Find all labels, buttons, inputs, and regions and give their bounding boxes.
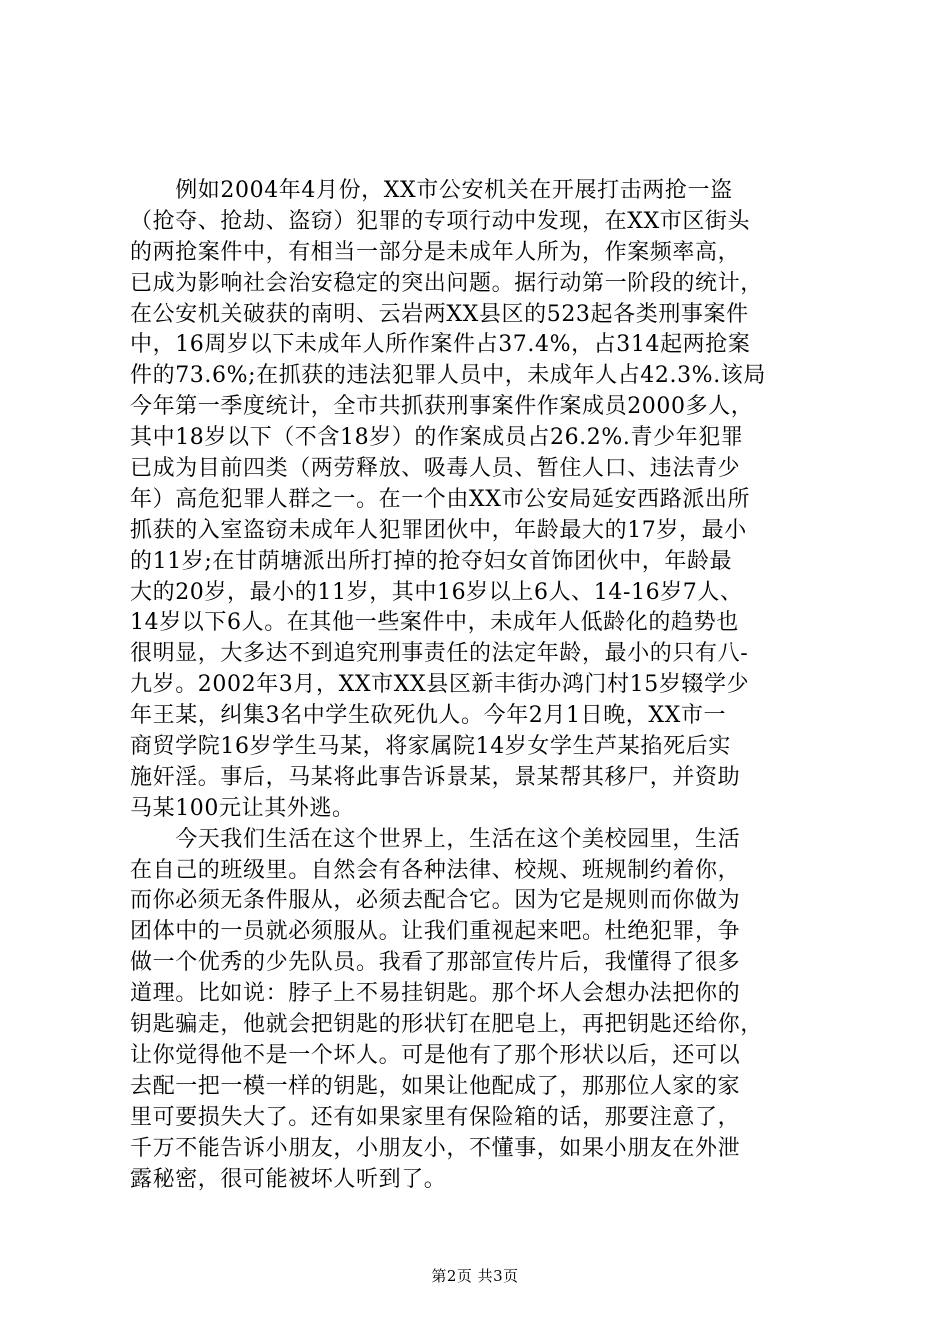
- text-line: 的11岁;在甘荫塘派出所打掉的抢夺妇女首饰团伙中，年龄最: [130, 548, 733, 574]
- text-line: 在公安机关破获的南明、云岩两XX县区的523起各类刑事案件: [130, 301, 749, 327]
- text-line: 在自己的班级里。自然会有各种法律、校规、班规制约着你，: [130, 857, 741, 883]
- text-line: 例如2004年4月份，XX市公安机关在开展打击两抢一盗: [130, 178, 733, 203]
- text-line: 去配一把一模一样的钥匙，如果让他配成了，那那位人家的家: [130, 1073, 741, 1099]
- text-line: 14岁以下6人。在其他一些案件中，未成年人低龄化的趋势也: [130, 610, 739, 636]
- text-line: 里可要损失大了。还有如果家里有保险箱的话，那要注意了，: [130, 1104, 741, 1130]
- text-line: （抢夺、抢劫、盗窃）犯罪的专项行动中发现，在XX市区街头: [130, 208, 751, 234]
- text-line: 千万不能告诉小朋友，小朋友小，不懂事，如果小朋友在外泄: [130, 1135, 741, 1161]
- text-line: 马某100元让其外逃。: [130, 795, 355, 821]
- text-line: 施奸淫。事后，马某将此事告诉景某，景某帮其移尸，并资助: [130, 764, 741, 790]
- text-line: 钥匙骗走，他就会把钥匙的形状钉在肥皂上，再把钥匙还给你，: [130, 1012, 763, 1038]
- page-footer: [0, 1266, 950, 1286]
- text-line: 让你觉得他不是一个坏人。可是他有了那个形状以后，还可以: [130, 1042, 741, 1068]
- text-line: 抓获的入室盗窃未成年人犯罪团伙中，年龄最大的17岁，最小: [130, 517, 747, 543]
- text-line: 中，16周岁以下未成年人所作案件占37.4%，占314起两抢案: [130, 332, 751, 358]
- text-line: 已成为影响社会治安稳定的突出问题。据行动第一阶段的统计，: [130, 270, 763, 296]
- text-line: 大的20岁，最小的11岁，其中16岁以上6人、14-16岁7人、: [130, 579, 743, 605]
- text-line: 其中18岁以下（不含18岁）的作案成员占26.2%.青少年犯罪: [130, 425, 744, 451]
- text-line: 而你必须无条件服从，必须去配合它。因为它是规则而你做为: [130, 888, 741, 914]
- text-line: 道理。比如说：脖子上不易挂钥匙。那个坏人会想办法把你的: [130, 981, 741, 1007]
- text-line: 今年第一季度统计，全市共抓获刑事案件作案成员2000多人，: [130, 394, 754, 420]
- text-line: 九岁。2002年3月，XX市XX县区新丰街办鸿门村15岁辍学少: [130, 672, 750, 698]
- text-line: 年）高危犯罪人群之一。在一个由XX市公安局延安西路派出所: [130, 486, 751, 512]
- text-line: 团体中的一员就必须服从。让我们重视起来吧。杜绝犯罪，争: [130, 919, 741, 945]
- text-line: 件的73.6%;在抓获的违法犯罪人员中，未成年人占42.3%.该局: [130, 363, 766, 389]
- text-line: 做一个优秀的少先队员。我看了那部宣传片后，我懂得了很多: [130, 950, 741, 976]
- text-line: 已成为目前四类（两劳释放、吸毒人员、暂住人口、违法青少: [130, 456, 741, 482]
- text-line: 很明显，大多达不到追究刑事责任的法定年龄，最小的只有八-: [130, 641, 749, 667]
- body-text: [130, 176, 840, 1195]
- text-line: 今天我们生活在这个世界上，生活在这个美校园里，生活: [130, 826, 741, 852]
- text-line: 年王某，纠集3名中学生砍死仇人。今年2月1日晚，XX市一: [130, 703, 727, 729]
- text-line: 的两抢案件中，有相当一部分是未成年人所为，作案频率高，: [130, 239, 741, 265]
- page-number: 第2页 共3页: [431, 1267, 519, 1285]
- text-line: 露秘密，很可能被坏人听到了。: [130, 1166, 447, 1192]
- text-line: 商贸学院16岁学生马某，将家属院14岁女学生芦某掐死后实: [130, 734, 731, 760]
